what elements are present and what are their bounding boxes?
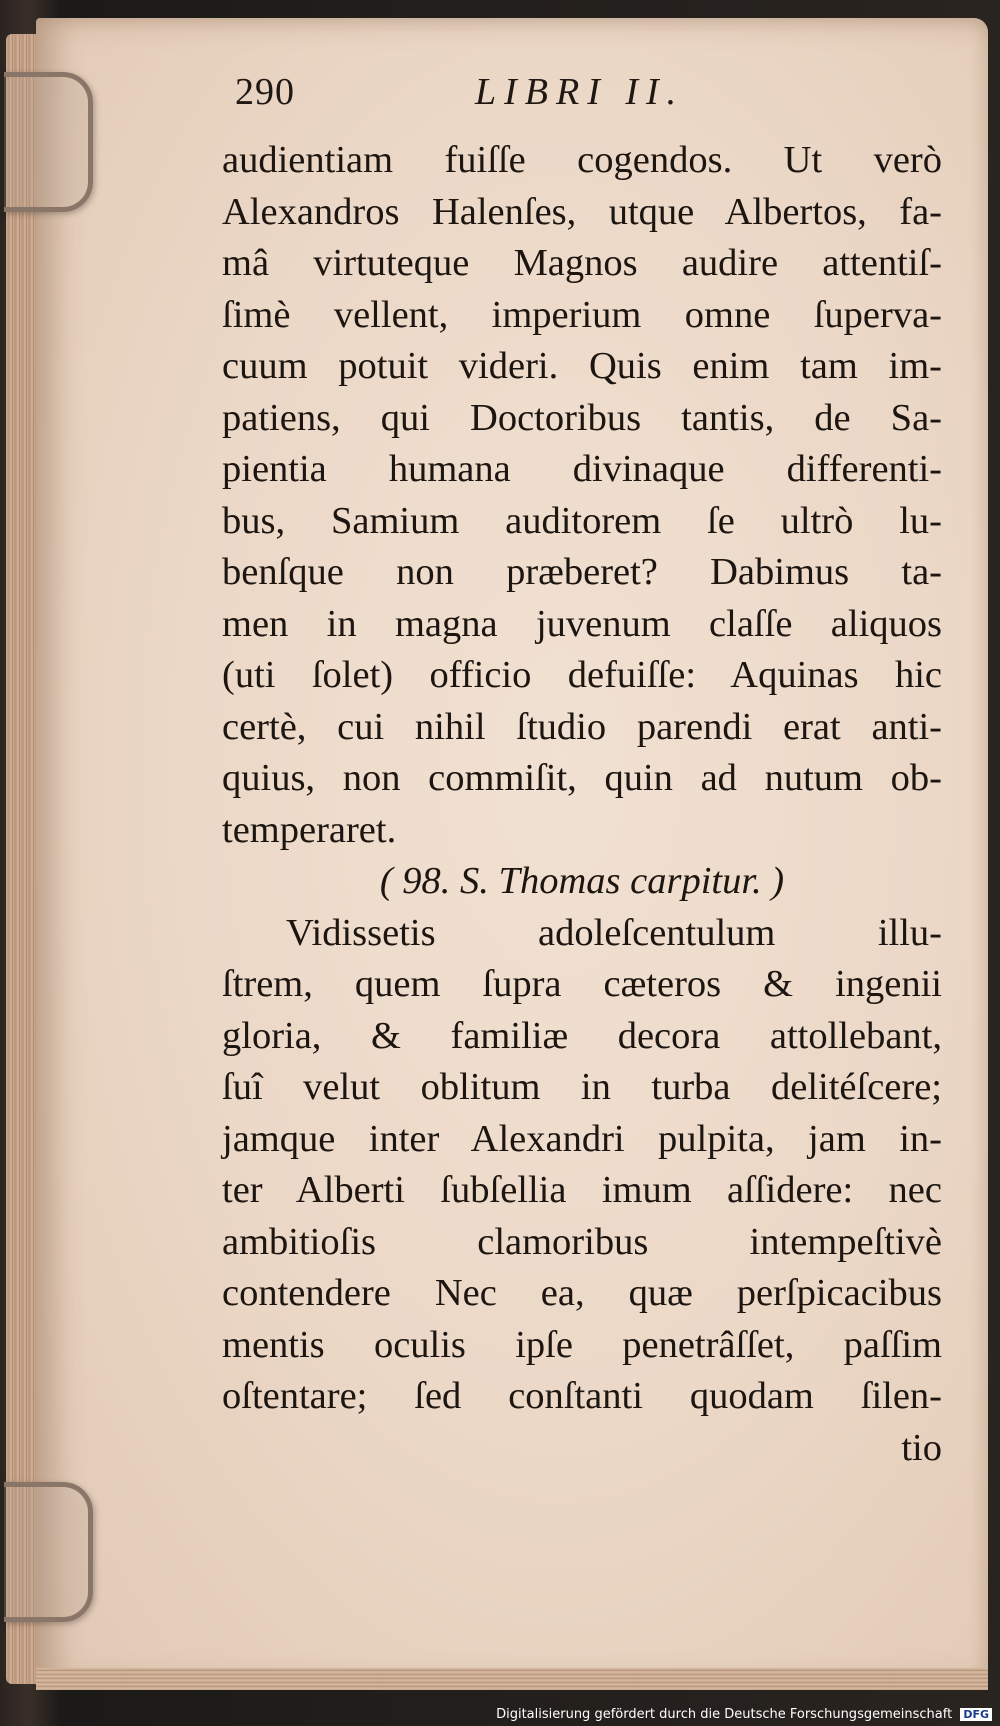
book-clasp-top xyxy=(4,72,93,212)
text-line: Alexandros Halenſes, utque Albertos, fa- xyxy=(222,190,942,233)
text-line: benſque non præberet? Dabimus ta- xyxy=(222,551,942,593)
body-text xyxy=(222,135,942,1474)
catchword: tio xyxy=(901,1426,942,1469)
text-line: certè, cui nihil ſtudio parendi erat anti- xyxy=(222,705,942,748)
dfg-logo: DFG xyxy=(960,1708,992,1721)
text-line: cuum potuit videri. Quis enim tam im- xyxy=(222,345,942,387)
text-line: ſimè vellent, imperium omne ſuperva- xyxy=(222,293,942,336)
text-line: audientiam fuiſſe cogendos. Ut verò xyxy=(222,139,942,181)
book-clasp-bottom xyxy=(4,1482,93,1622)
text-line: Vidissetis adoleſcentulum illu- xyxy=(286,911,942,954)
text-line: jamque inter Alexandri pulpita, jam in- xyxy=(222,1117,942,1160)
text-line: gloria, & familiæ decora attollebant, xyxy=(222,1014,942,1057)
page-header xyxy=(235,70,715,120)
running-head: LIBRI II. xyxy=(475,71,685,113)
text-line: bus, Samium auditorem ſe ultrò lu- xyxy=(222,499,942,542)
credit-text: Digitalisierung gefördert durch die Deutsche Forschungsgemeinschaft xyxy=(496,1707,953,1722)
page-bottom-edges xyxy=(36,1668,988,1690)
text-line: ſtrem, quem ſupra cæteros & ingenii xyxy=(222,963,942,1005)
text-line: ambitioſis clamoribus intempeſtivè xyxy=(222,1220,942,1263)
text-line: ter Alberti ſubſellia imum aſſidere: nec xyxy=(222,1169,942,1211)
page-number: 290 xyxy=(235,71,295,113)
text-line: contendere Nec ea, quæ perſpicacibus xyxy=(222,1272,942,1314)
text-line: mentis oculis ipſe penetrâſſet, paſſim xyxy=(222,1323,942,1366)
section-heading: ( 98. S. Thomas carpitur. ) xyxy=(379,860,785,902)
text-line: (uti ſolet) officio defuiſſe: Aquinas hic xyxy=(222,654,942,696)
text-line: oſtentare; ſed conſtanti quodam ſilen- xyxy=(222,1375,942,1417)
text-line: quius, non commiſit, quin ad nutum ob- xyxy=(222,757,942,799)
text-line: pientia humana divinaque differenti- xyxy=(222,448,942,490)
text-line: ſuî velut oblitum in turba delitéſcere; xyxy=(222,1066,942,1108)
digitization-credit xyxy=(496,1707,992,1722)
text-line: temperaret. xyxy=(222,808,397,851)
text-line: patiens, qui Doctoribus tantis, de Sa- xyxy=(222,396,942,439)
text-line: men in magna juvenum claſſe aliquos xyxy=(222,602,942,645)
text-line: mâ virtuteque Magnos audire attentiſ- xyxy=(222,242,942,284)
